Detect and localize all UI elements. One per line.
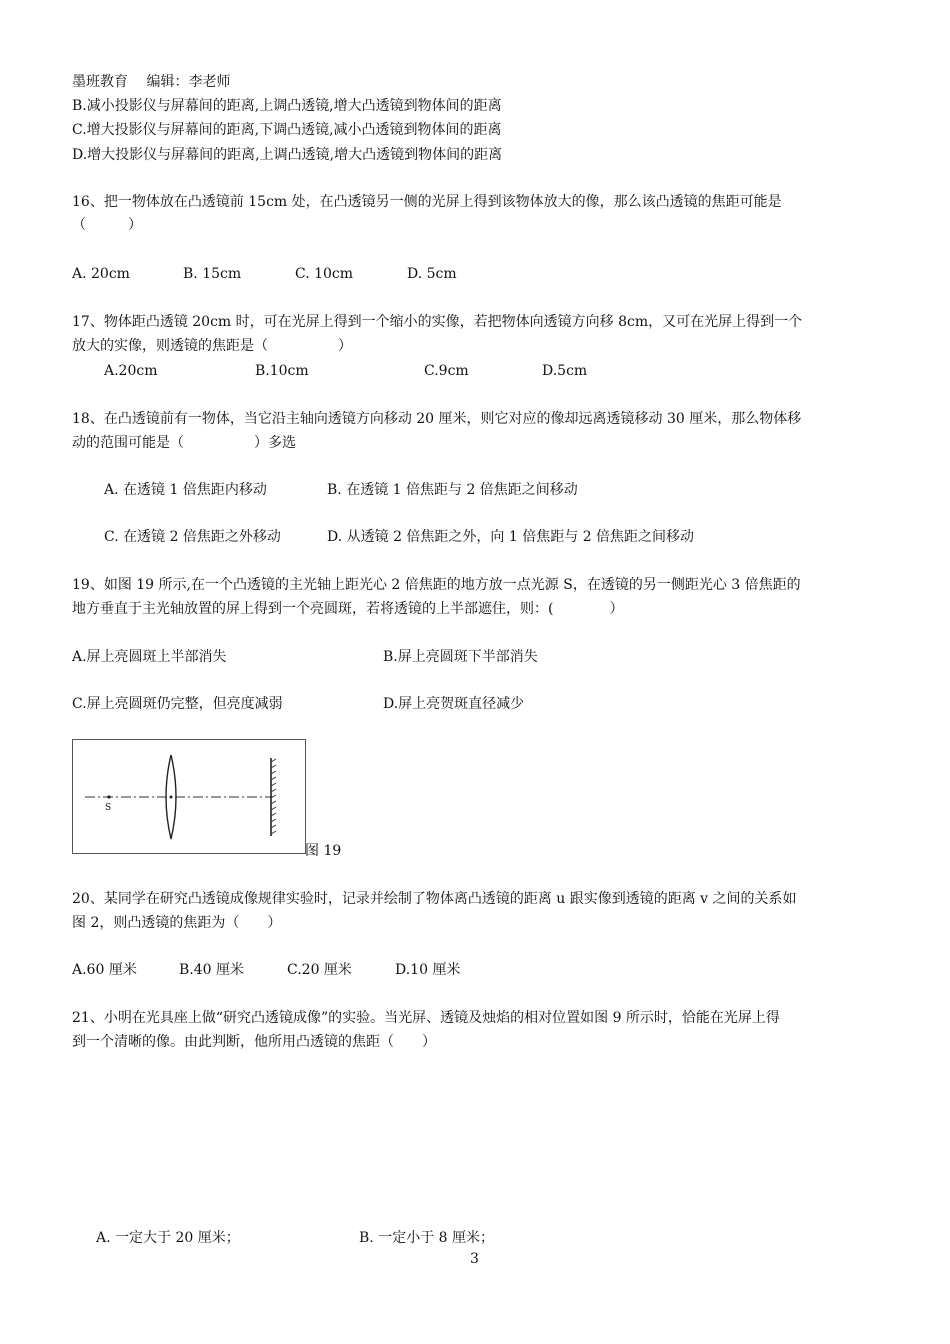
q17-stem-line2: 放大的实像，则透镜的焦距是（ ） [72, 338, 352, 354]
figure-19-lens-diagram [72, 739, 306, 854]
q20-stem-line1: 20、某同学在研究凸透镜成像规律实验时，记录并绘制了物体离凸透镜的距离 u 跟实像到透镜的距离 v 之间的关系如 [72, 891, 797, 907]
q20-option-c: C.20 厘米 [287, 962, 352, 978]
q16-option-a: A. 20cm [72, 266, 130, 282]
q17-option-a: A.20cm [104, 363, 158, 379]
lens-optical-center [170, 796, 173, 799]
q16-stem-line1: 16、把一物体放在凸透镜前 15cm 处，在凸透镜另一侧的光屏上得到该物体放大的像，那么该凸透镜的焦距可能是 [72, 194, 782, 210]
q19-stem-line1: 19、如图 19 所示,在一个凸透镜的主光轴上距光心 2 倍焦距的地方放一点光源 S，在透镜的另一侧距光心 3 倍焦距的 [72, 577, 801, 593]
q16-option-d: D. 5cm [407, 266, 457, 282]
q20-stem-line2: 图 2，则凸透镜的焦距为（ ） [72, 915, 282, 931]
q15-option-c: C.增大投影仪与屏幕间的距离,下调凸透镜,减小凸透镜到物体间的距离 [72, 122, 502, 138]
q15-option-b: B.减小投影仪与屏幕间的距离,上调凸透镜,增大凸透镜到物体间的距离 [72, 98, 502, 114]
figure-19-caption: 图 19 [305, 843, 342, 859]
q20-option-a: A.60 厘米 [72, 962, 137, 978]
q17-stem-line1: 17、物体距凸透镜 20cm 时，可在光屏上得到一个缩小的实像，若把物体向透镜方向移 8cm，又可在光屏上得到一个 [72, 314, 803, 330]
q19-option-c: C.屏上亮圆斑仍完整，但亮度减弱 [72, 696, 283, 712]
q16-option-c: C. 10cm [295, 266, 354, 282]
q18-option-b: B. 在透镜 1 倍焦距与 2 倍焦距之间移动 [327, 482, 578, 498]
q17-option-d: D.5cm [542, 363, 588, 379]
q16-stem-line2: （ ） [72, 217, 142, 233]
q20-option-b: B.40 厘米 [179, 962, 245, 978]
q18-stem-line2: 动的范围可能是（ ）多选 [72, 435, 296, 451]
light-source-point [107, 795, 110, 798]
q18-option-d: D. 从透镜 2 倍焦距之外，向 1 倍焦距与 2 倍焦距之间移动 [327, 529, 695, 545]
q18-stem-line1: 18、在凸透镜前有一物体，当它沿主轴向透镜方向移动 20 厘米，则它对应的像却远离透镜移动 30 厘米，那么物体移 [72, 411, 802, 427]
q21-option-b: B. 一定小于 8 厘米； [359, 1230, 494, 1246]
q16-option-b: B. 15cm [183, 266, 242, 282]
q19-option-a: A.屏上亮圆斑上半部消失 [72, 649, 227, 665]
q18-option-c: C. 在透镜 2 倍焦距之外移动 [104, 529, 281, 545]
q15-option-d: D.增大投影仪与屏幕间的距离,上调凸透镜,增大凸透镜到物体间的距离 [72, 147, 503, 163]
q18-option-a: A. 在透镜 1 倍焦距内移动 [104, 482, 267, 498]
q17-option-c: C.9cm [424, 363, 469, 379]
q21-option-a: A. 一定大于 20 厘米； [96, 1230, 240, 1246]
lens-diagram-svg [73, 740, 305, 853]
q19-option-b: B.屏上亮圆斑下半部消失 [383, 649, 538, 665]
document-header: 墨班教育 编辑：李老师 [72, 74, 231, 90]
q21-stem-line1: 21、小明在光具座上做“研究凸透镜成像”的实验。当光屏、透镜及烛焰的相对位置如图 9 所示时，恰能在光屏上得 [72, 1010, 780, 1026]
figure-19-source-label: S [105, 803, 112, 813]
q21-stem-line2: 到一个清晰的像。由此判断，他所用凸透镜的焦距（ ） [72, 1034, 436, 1050]
q17-option-b: B.10cm [255, 363, 309, 379]
page-number: 3 [470, 1251, 479, 1267]
q19-option-d: D.屏上亮贺斑直径减少 [383, 696, 525, 712]
q20-option-d: D.10 厘米 [395, 962, 461, 978]
q19-stem-line2: 地方垂直于主光轴放置的屏上得到一个亮圆斑，若将透镜的上半部遮住，则：( ） [72, 601, 624, 617]
